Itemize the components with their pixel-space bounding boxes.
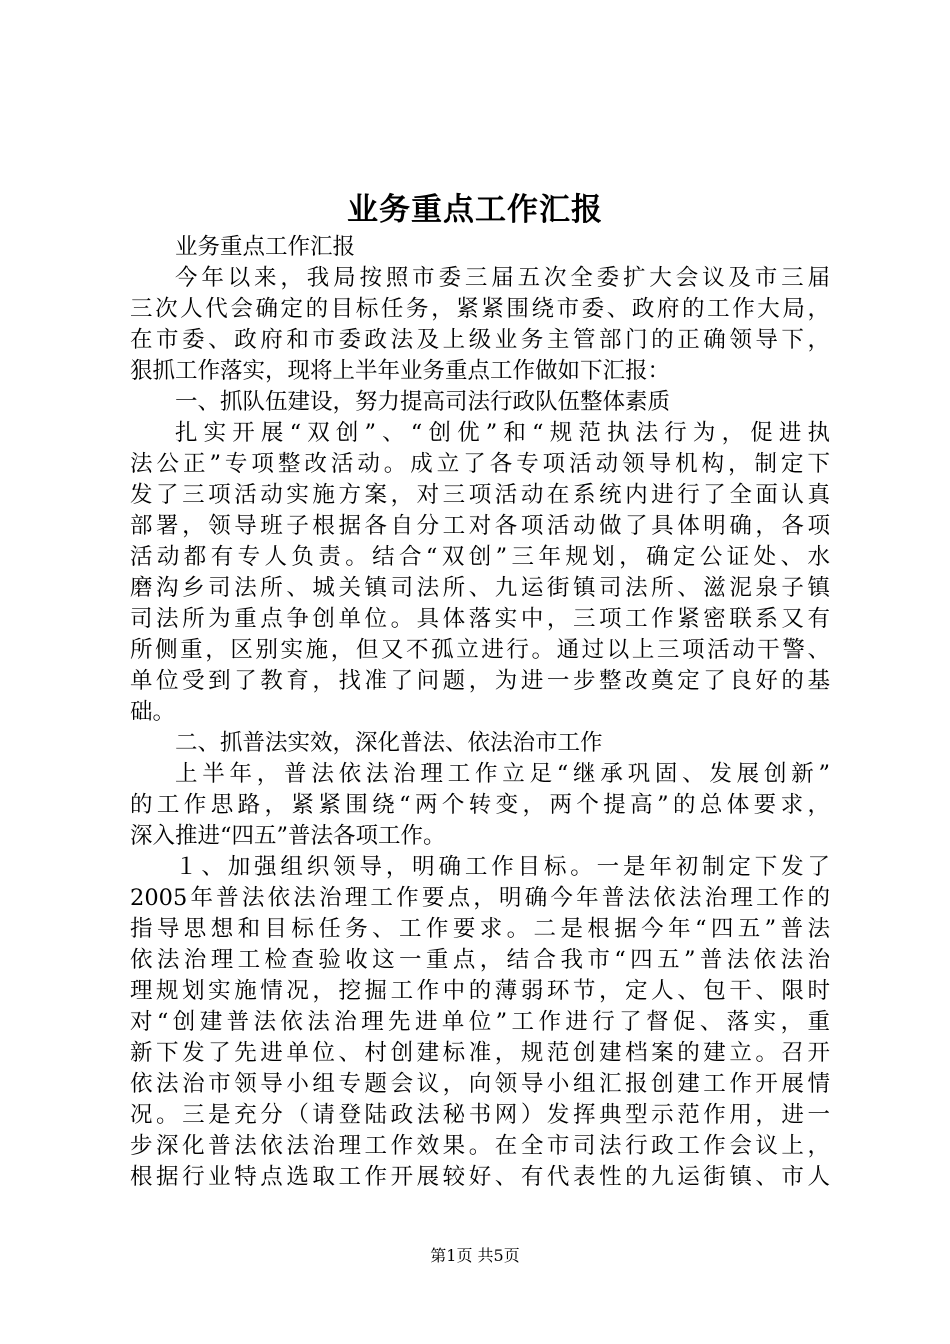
text-line: 活动都有专人负责。结合“双创”三年规划，确定公证处、水: [130, 544, 830, 570]
text-line: 础。: [130, 699, 176, 725]
text-line: 司法所为重点争创单位。具体落实中，三项工作紧密联系又有: [130, 606, 830, 632]
text-line: 所侧重，区别实施，但又不孤立进行。通过以上三项活动干警、: [130, 637, 830, 663]
text-line: 在市委、政府和市委政法及上级业务主管部门的正确领导下，: [130, 327, 830, 353]
text-line: 况。三是充分（请登陆政法秘书网）发挥典型示范作用，进一: [130, 1102, 830, 1128]
text-line: 三次人代会确定的目标任务，紧紧围绕市委、政府的工作大局，: [130, 296, 830, 322]
text-line: 理规划实施情况，挖掘工作中的薄弱环节，定人、包干、限时: [130, 978, 830, 1004]
text-line: 部署，领导班子根据各自分工对各项活动做了具体明确，各项: [130, 513, 830, 539]
text-line: 深入推进“四五”普法各项工作。: [130, 823, 446, 849]
text-line: 依法治市领导小组专题会议，向领导小组汇报创建工作开展情: [130, 1071, 830, 1097]
text-line: 根据行业特点选取工作开展较好、有代表性的九运街镇、市人: [130, 1164, 830, 1190]
text-line: 今年以来，我局按照市委三届五次全委扩大会议及市三届: [175, 265, 830, 291]
text-line-subtitle: 业务重点工作汇报: [175, 234, 356, 260]
text-line: １、加强组织领导，明确工作目标。一是年初制定下发了: [175, 854, 830, 880]
text-line: 步深化普法依法治理工作效果。在全市司法行政工作会议上，: [130, 1133, 830, 1159]
text-line: 法公正”专项整改活动。成立了各专项活动领导机构，制定下: [130, 451, 830, 477]
section-heading-1: 一、抓队伍建设，努力提高司法行政队伍整体素质: [175, 389, 671, 415]
text-line: 狠抓工作落实，现将上半年业务重点工作做如下汇报：: [130, 358, 671, 384]
text-line: 新下发了先进单位、村创建标准，规范创建档案的建立。召开: [130, 1040, 830, 1066]
text-line: 磨沟乡司法所、城关镇司法所、九运街镇司法所、滋泥泉子镇: [130, 575, 830, 601]
text-line: 扎实开展“双创”、“创优”和“规范执法行为，促进执: [175, 420, 830, 446]
text-line: 单位受到了教育，找准了问题，为进一步整改奠定了良好的基: [130, 668, 830, 694]
page-number: 第1页 共5页: [430, 1246, 520, 1265]
text-line: 2005年普法依法治理工作要点，明确今年普法依法治理工作的: [130, 885, 830, 911]
document-body: [130, 232, 830, 1193]
section-heading-2: 二、抓普法实效，深化普法、依法治市工作: [175, 730, 603, 756]
document-title: 业务重点工作汇报: [347, 192, 603, 228]
text-line: 对“创建普法依法治理先进单位”工作进行了督促、落实，重: [130, 1009, 830, 1035]
text-line: 发了三项活动实施方案，对三项活动在系统内进行了全面认真: [130, 482, 830, 508]
text-line: 指导思想和目标任务、工作要求。二是根据今年“四五”普法: [130, 916, 830, 942]
text-line: 上半年，普法依法治理工作立足“继承巩固、发展创新”: [175, 761, 830, 787]
text-line: 的工作思路，紧紧围绕“两个转变，两个提高”的总体要求，: [130, 792, 830, 818]
text-line: 依法治理工检查验收这一重点，结合我市“四五”普法依法治: [130, 947, 830, 973]
